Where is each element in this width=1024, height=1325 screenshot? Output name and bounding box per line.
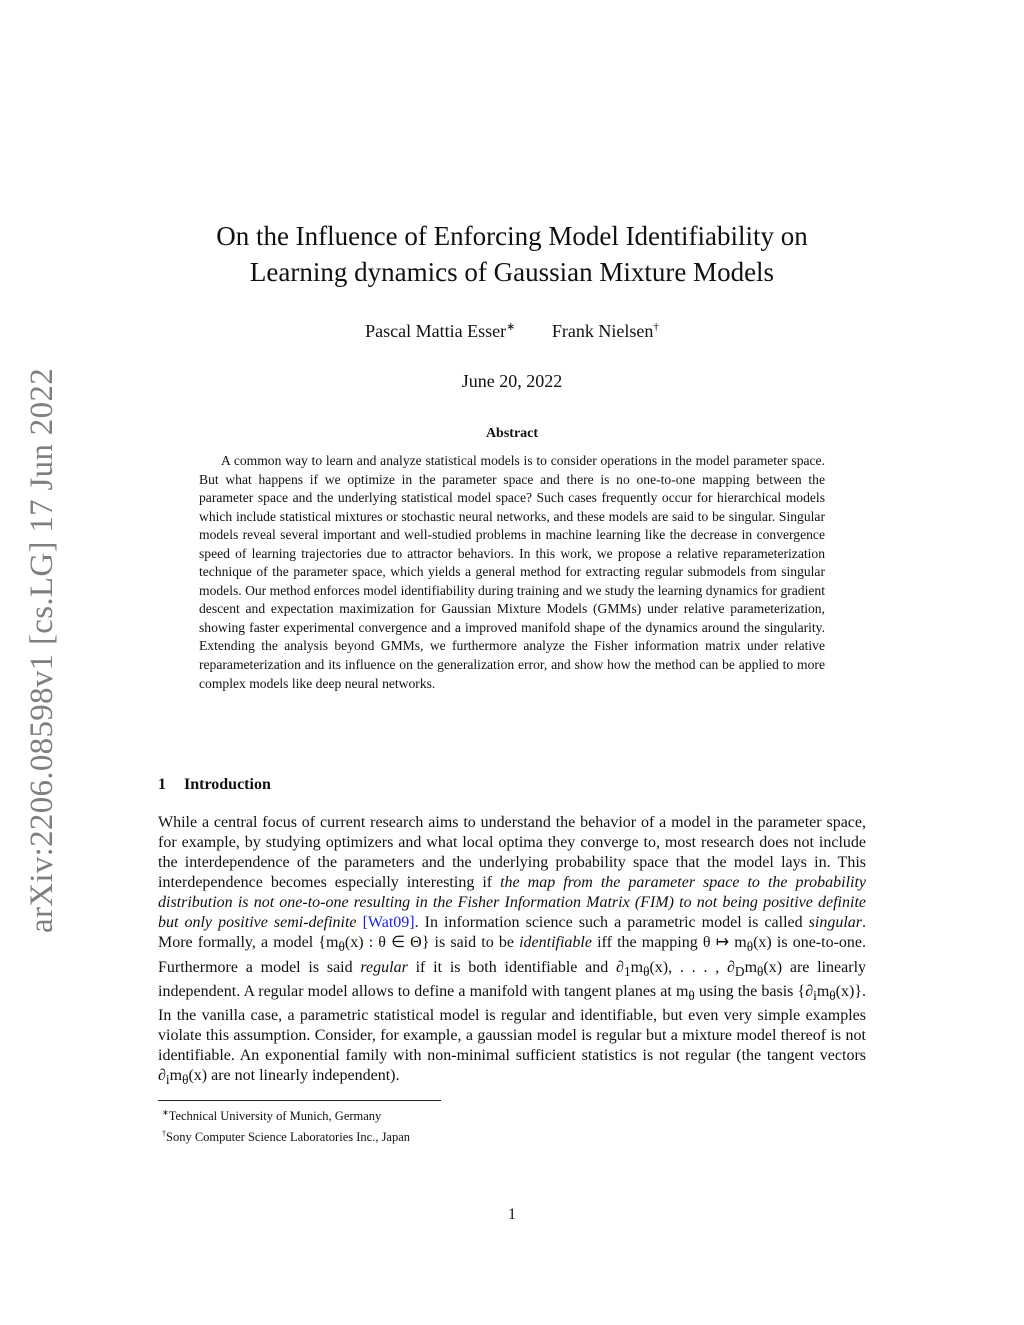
- footnote-divider: [158, 1100, 441, 1101]
- intro-text-segment: While a central focus of current research aims to understand the behavior of a model in the parameter space, for example, by studying optimizers and what local optima they converge to, most research does not include the interdependence of the parameters and the underlying probability space that the model lays in. This interdependence becomes especially interesting if: [158, 814, 866, 892]
- intro-subscript: θ: [338, 939, 345, 955]
- footnote-2: [162, 1125, 410, 1146]
- intro-emphasis-segment: regular: [360, 958, 408, 976]
- intro-subscript: i: [813, 988, 817, 1004]
- intro-subscript: 1: [623, 963, 631, 979]
- footnotes: [162, 1104, 410, 1146]
- intro-subscript: θ: [746, 939, 754, 955]
- intro-subscript: θ: [182, 1072, 189, 1088]
- intro-subscript: i: [165, 1072, 170, 1088]
- author-2-mark: †: [653, 321, 659, 333]
- intro-text-segment: m: [744, 958, 758, 976]
- intro-text-segment: if it is both identifiable and ∂: [407, 958, 624, 976]
- author-1-name: Pascal Mattia Esser: [365, 321, 507, 341]
- intro-text-segment: (x) are not linearly independent).: [188, 1067, 400, 1085]
- intro-text-segment: (x)}. In the vanilla case, a parametric statistical model is regular and identifiable, but even very simple examples violate this assumption. Consider, for example, a gaussian model is regular but a mixture model thereof is not identifiable. An exponential family with non-minimal sufficient statistics is not regular (the tangent vectors ∂: [158, 982, 866, 1085]
- page-number: 1: [508, 1206, 516, 1223]
- footnote-2-text: Sony Computer Science Laboratories Inc., Japan: [166, 1130, 411, 1145]
- author-1-mark: ∗: [506, 321, 516, 333]
- intro-subscript: D: [734, 963, 745, 979]
- intro-text-segment: m: [816, 982, 830, 1000]
- intro-text-segment: (x) is one-to-one. Furthermore a model is said: [158, 934, 866, 976]
- footnote-2-mark: †: [162, 1129, 166, 1139]
- intro-text-segment: iff the mapping θ ↦ m: [591, 934, 747, 952]
- intro-emphasis-segment: identifiable: [519, 934, 592, 952]
- intro-text-segment: m: [630, 958, 644, 976]
- intro-subscript: θ: [643, 963, 650, 979]
- arxiv-identifier-text: arXiv:2206.08598v1 [cs.LG] 17 Jun 2022: [23, 367, 60, 933]
- footnote-1-mark: ∗: [162, 1108, 169, 1117]
- intro-text-segment: (x) : θ ∈ Θ} is said to be: [344, 934, 520, 952]
- abstract-heading: Abstract: [485, 426, 539, 441]
- intro-subscript: θ: [688, 988, 695, 1004]
- paper-title: [158, 218, 866, 290]
- intro-emphasis-segment: the map from the parameter space to the probability distribution is not one-to-one resulting in the Fisher Information Matrix (FIM) to not being positive definite but only positive semi-definite: [158, 874, 867, 932]
- intro-text-segment: (x) are linearly independent. A regular model allows to define a manifold with tangent planes at m: [158, 958, 867, 1000]
- intro-text-segment: . More formally, a model {m: [158, 914, 866, 952]
- section-title: Introduction: [184, 776, 271, 793]
- introduction-paragraph: [158, 813, 866, 1091]
- arxiv-identifier-stamp: [22, 355, 62, 945]
- intro-emphasis-segment: singular: [808, 914, 862, 932]
- abstract-text: A common way to learn and analyze statistical models is to consider operations in the model parameter space. But what happens if we optimize in the parameter space and there is no one-to-one mapping between the parameter space and the underlying statistical model space? Such cases frequently occur for hierarchical models which include statistical mixtures or stochastic neural networks, and these models are said to be singular. Singular models reveal several important and well-studied problems in machine learning like the decrease in convergence speed of learning trajectories due to attractor behaviors. In this work, we propose a relative reparameterization technique of the parameter space, which yields a general method for extracting regular submodels from singular models. Our method enforces model identifiability during training and we study the learning dynamics for gradient descent and expectation maximization for Gaussian Mixture Models (GMMs) under relative parameterization, showing faster experimental convergence and a improved manifold shape of the dynamics around the singularity. Extending the analysis beyond GMMs, we furthermore analyze the Fisher information matrix under relative reparameterization and its influence on the generalization error, and show how the method can be applied to more complex models like deep neural networks.: [199, 453, 825, 691]
- intro-text-segment: m: [169, 1067, 183, 1085]
- author-list: [158, 320, 866, 342]
- section-heading-introduction: [158, 776, 271, 794]
- intro-text-segment: using the basis {∂: [694, 982, 814, 1000]
- title-line-1: On the Influence of Enforcing Model Identifiability on: [216, 221, 808, 251]
- author-1: [365, 320, 515, 342]
- author-2-name: Frank Nielsen: [551, 321, 654, 341]
- intro-subscript: θ: [829, 988, 836, 1004]
- footnote-1-text: Technical University of Munich, Germany: [168, 1109, 382, 1124]
- intro-subscript: θ: [757, 963, 764, 979]
- intro-text-segment: (x), . . . , ∂: [649, 958, 735, 976]
- intro-text-segment: . In information science such a parametric model is called: [414, 914, 809, 932]
- citation-link-wat09[interactable]: [Wat09]: [362, 914, 415, 932]
- section-number: 1: [158, 776, 166, 793]
- title-line-2: Learning dynamics of Gaussian Mixture Models: [249, 257, 775, 287]
- paper-date: June 20, 2022: [461, 371, 563, 391]
- footnote-1: [162, 1104, 410, 1125]
- author-2: [552, 321, 659, 342]
